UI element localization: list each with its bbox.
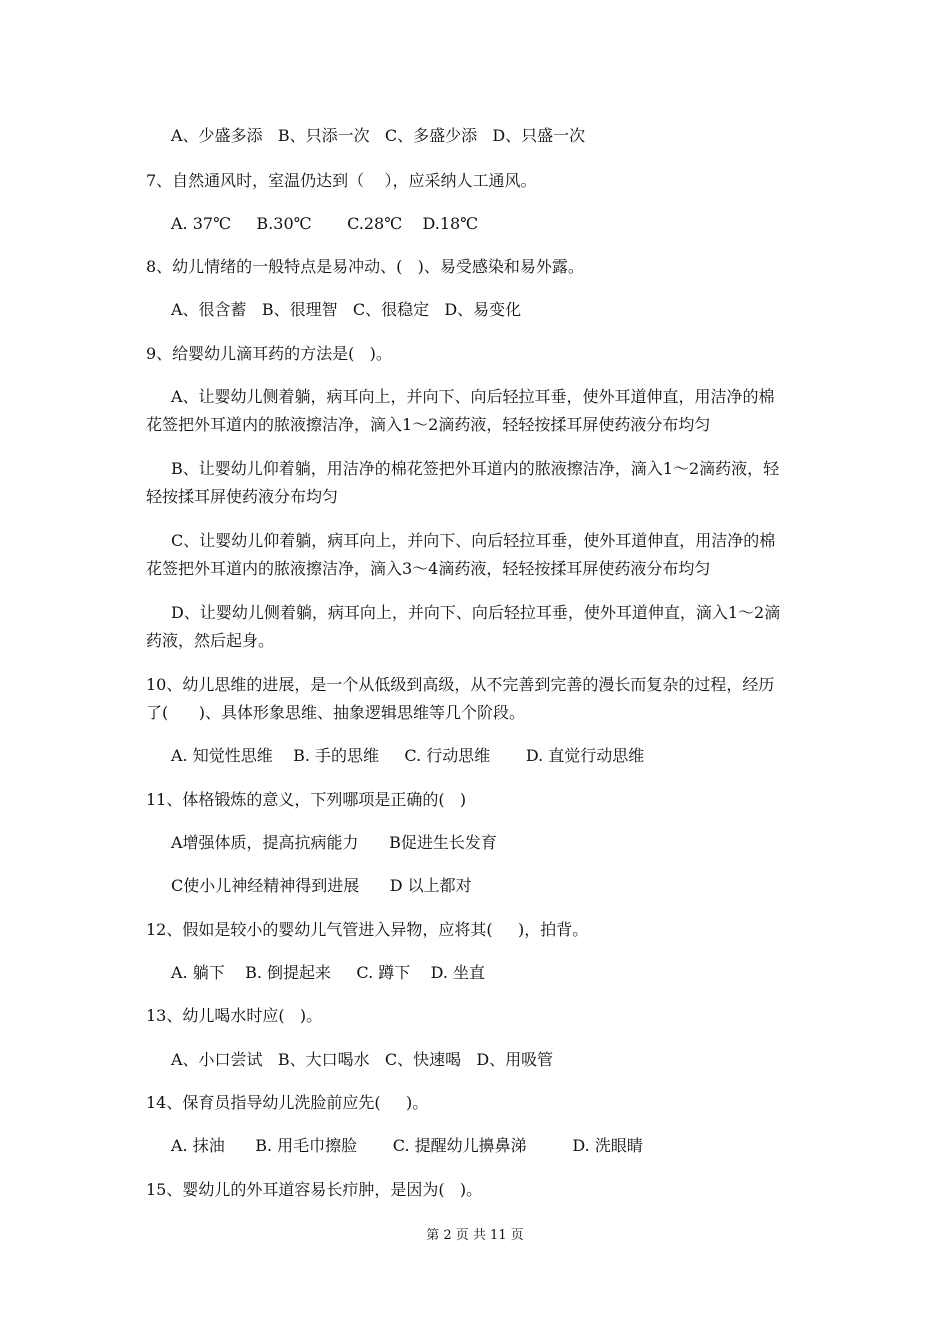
q9-option-d-line2: 药液，然后起身。 [146, 631, 275, 650]
q11-options-row2: C使小儿神经精神得到进展 D 以上都对 [171, 876, 472, 895]
q9-option-a-line2: 花签把外耳道内的脓液擦洁净，滴入1～2滴药液，轻轻按揉耳屏使药液分布均匀 [146, 415, 711, 434]
question-7: 7、自然通风时，室温仍达到（ ），应采纳人工通风。 [146, 171, 537, 190]
question-15: 15、婴幼儿的外耳道容易长疖肿，是因为( )。 [146, 1180, 483, 1199]
question-13: 13、幼儿喝水时应( )。 [146, 1006, 323, 1025]
q7-options: A. 37℃ B.30℃ C.28℃ D.18℃ [171, 214, 479, 233]
question-10-line2: 了( )、具体形象思维、抽象逻辑思维等几个阶段。 [146, 703, 526, 722]
q9-option-b-line1: B、让婴幼儿仰着躺，用洁净的棉花签把外耳道内的脓液擦洁净，滴入1～2滴药液，轻 [171, 459, 780, 478]
q9-option-d-line1: D、让婴幼儿侧着躺，病耳向上，并向下、向后轻拉耳垂，使外耳道伸直，滴入1～2滴 [171, 603, 781, 622]
q13-options: A、小口尝试 B、大口喝水 C、快速喝 D、用吸管 [171, 1050, 554, 1069]
q6-options: A、少盛多添 B、只添一次 C、多盛少添 D、只盛一次 [171, 126, 586, 145]
q9-option-a-line1: A、让婴幼儿侧着躺，病耳向上，并向下、向后轻拉耳垂，使外耳道伸直，用洁净的棉 [171, 387, 775, 406]
question-8: 8、幼儿情绪的一般特点是易冲动、( )、易受感染和易外露。 [146, 257, 584, 276]
question-11: 11、体格锻炼的意义，下列哪项是正确的( ) [146, 790, 467, 809]
question-9: 9、给婴幼儿滴耳药的方法是( )。 [146, 344, 392, 363]
question-10-line1: 10、幼儿思维的进展，是一个从低级到高级，从不完善到完善的漫长而复杂的过程，经历 [146, 675, 775, 694]
q10-options: A. 知觉性思维 B. 手的思维 C. 行动思维 D. 直觉行动思维 [171, 746, 645, 765]
q14-options: A. 抹油 B. 用毛巾擦脸 C. 提醒幼儿擤鼻涕 D. 洗眼睛 [171, 1136, 643, 1155]
q9-option-c-line1: C、让婴幼儿仰着躺，病耳向上，并向下、向后轻拉耳垂，使外耳道伸直，用洁净的棉 [171, 531, 776, 550]
q12-options: A. 躺下 B. 倒提起来 C. 蹲下 D. 坐直 [171, 963, 486, 982]
page-footer: 第 2 页 共 11 页 [426, 1228, 524, 1243]
question-12: 12、假如是较小的婴幼儿气管进入异物，应将其( )，拍背。 [146, 920, 589, 939]
q9-option-b-line2: 轻按揉耳屏使药液分布均匀 [146, 487, 339, 506]
q9-option-c-line2: 花签把外耳道内的脓液擦洁净，滴入3～4滴药液，轻轻按揉耳屏使药液分布均匀 [146, 559, 711, 578]
q11-options-row1: A增强体质，提高抗病能力 B促进生长发育 [171, 833, 497, 852]
q8-options: A、很含蓄 B、很理智 C、很稳定 D、易变化 [171, 300, 522, 319]
question-14: 14、保育员指导幼儿洗脸前应先( )。 [146, 1093, 429, 1112]
